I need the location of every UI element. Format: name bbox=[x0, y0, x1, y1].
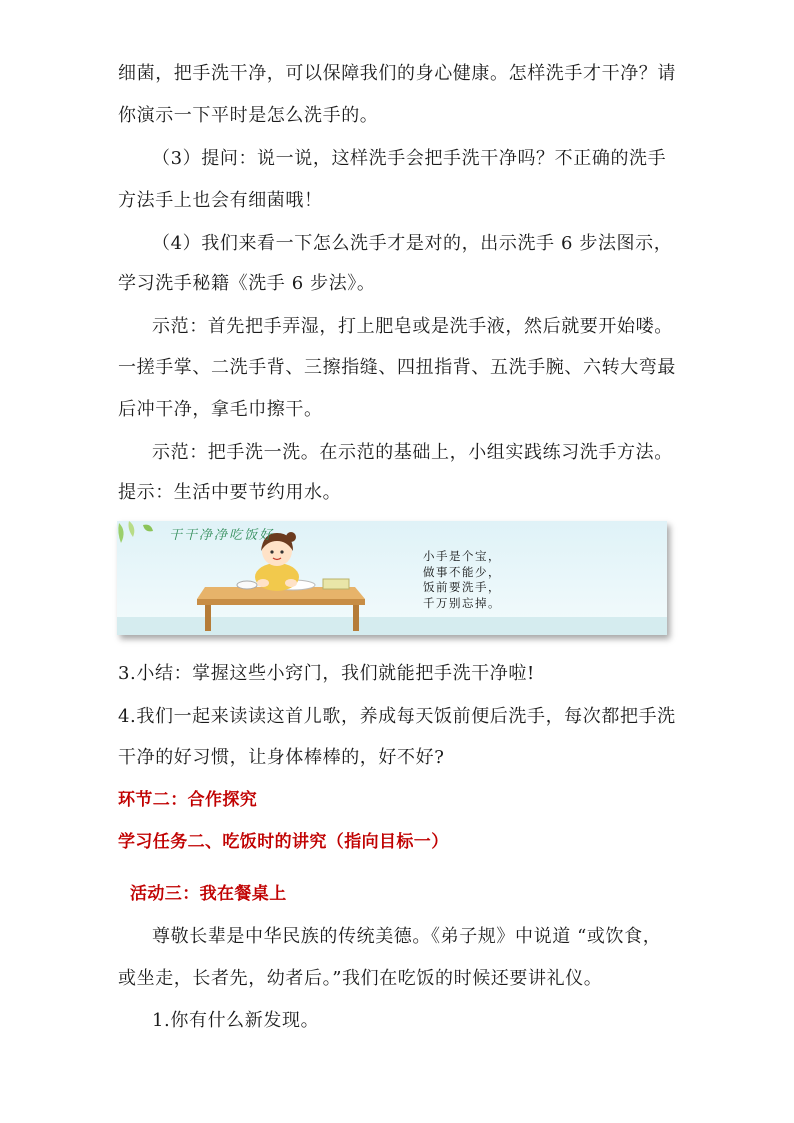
rhyme-line: 小手是个宝， bbox=[423, 549, 501, 563]
paragraph-line: 后冲干净，拿毛巾擦干。 bbox=[118, 399, 323, 420]
paragraph-line: 干净的好习惯，让身体棒棒的，好不好? bbox=[118, 747, 445, 768]
paragraph-line: 方法手上也会有细菌哦！ bbox=[118, 190, 323, 211]
bowl bbox=[237, 581, 257, 589]
paragraph-line: 你演示一下平时是怎么洗手的。 bbox=[118, 105, 379, 126]
illustration-title: 干干净净吃饭好 bbox=[169, 528, 275, 543]
paragraph-line: （3）提问：说一说，这样洗手会把手洗干净吗？不正确的洗手 bbox=[152, 148, 667, 169]
paragraph-line: 或坐走，长者先，幼者后。”我们在吃饭的时候还要讲礼仪。 bbox=[118, 968, 603, 989]
paragraph-line: 1.你有什么新发现。 bbox=[152, 1010, 320, 1031]
child-hand bbox=[257, 579, 269, 587]
paragraph-line: 提示：生活中要节约用水。 bbox=[118, 482, 342, 503]
table-leg bbox=[353, 605, 359, 631]
rhyme-line: 饭前要洗手， bbox=[423, 580, 501, 594]
child-eye bbox=[280, 550, 283, 553]
paragraph-line: 细菌，把手洗干净，可以保障我们的身心健康。怎样洗手才干净？请 bbox=[118, 63, 676, 84]
activity-heading: 活动三：我在餐桌上 bbox=[130, 884, 287, 904]
paragraph-line: （4）我们来看一下怎么洗手才是对的，出示洗手 6 步法图示， bbox=[152, 233, 673, 254]
table-front bbox=[197, 599, 365, 605]
paragraph-line: 学习洗手秘籍《洗手 6 步法》。 bbox=[118, 273, 376, 294]
paragraph-line: 一搓手掌、二洗手背、三擦指缝、四扭指背、五洗手腕、六转大弯最 bbox=[118, 357, 676, 378]
handwashing-illustration bbox=[117, 521, 667, 635]
paragraph-line: 示范：首先把手弄湿，打上肥皂或是洗手液，然后就要开始喽。 bbox=[152, 316, 673, 337]
paragraph-line: 示范：把手洗一洗。在示范的基础上，小组实践练习洗手方法。 bbox=[152, 442, 673, 463]
rhyme-line: 千万别忘掉。 bbox=[423, 595, 501, 610]
paragraph-line: 4.我们一起来读读这首儿歌，养成每天饭前便后洗手，每次都把手洗 bbox=[118, 706, 676, 727]
child-hair-bun bbox=[286, 532, 296, 542]
book bbox=[323, 579, 349, 589]
paragraph-line: 3.小结：掌握这些小窍门，我们就能把手洗干净啦! bbox=[118, 663, 535, 684]
nursery-rhyme bbox=[423, 549, 501, 611]
leaf-decoration bbox=[143, 525, 153, 532]
leaf-decoration bbox=[129, 521, 135, 537]
floor bbox=[117, 617, 667, 635]
table-leg bbox=[205, 605, 211, 631]
rhyme-line: 做事不能少， bbox=[423, 564, 501, 579]
child-hand bbox=[285, 579, 297, 587]
paragraph-line: 尊敬长辈是中华民族的传统美德。《弟子规》中说道 “或饮食， bbox=[152, 926, 662, 947]
leaf-decoration bbox=[118, 523, 123, 543]
section-heading: 环节二：合作探究 bbox=[118, 790, 258, 810]
child-eye bbox=[270, 550, 273, 553]
task-heading: 学习任务二、吃饭时的讲究（指向目标一） bbox=[118, 832, 449, 852]
